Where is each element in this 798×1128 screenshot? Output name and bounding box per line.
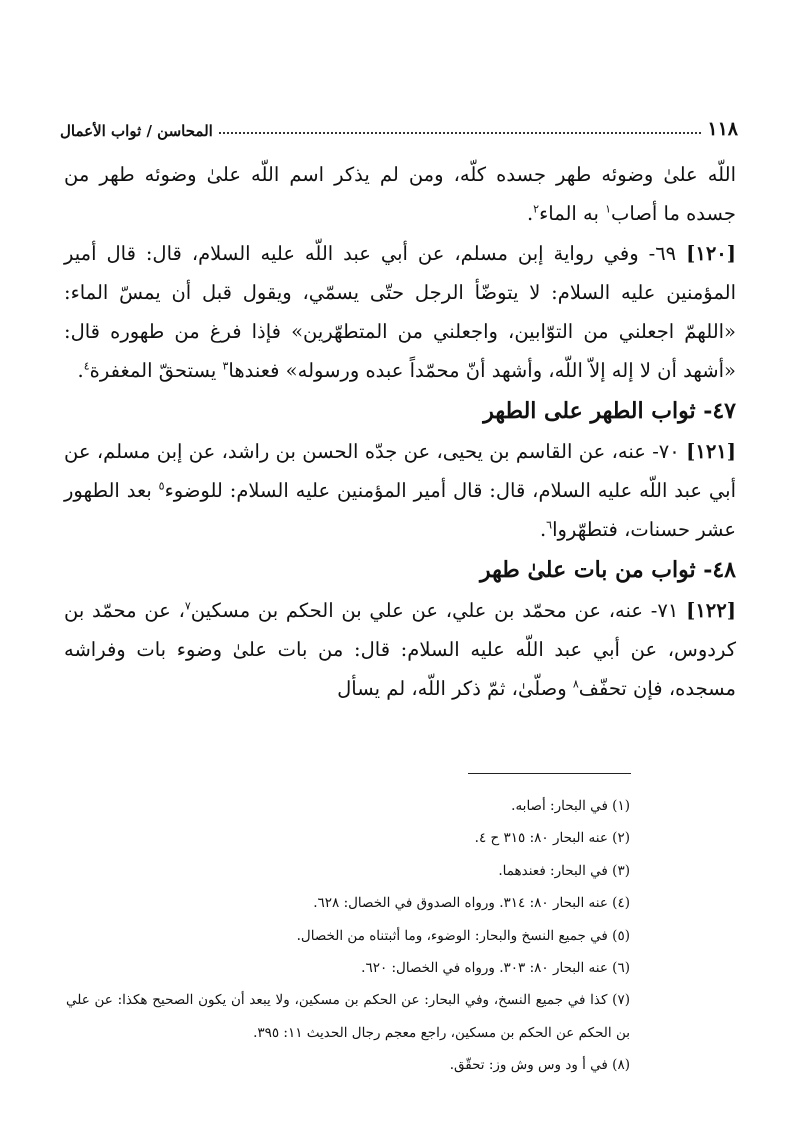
running-title: المحاسن / ثواب الأعمال bbox=[60, 122, 213, 140]
footnote-5: (٥) في جميع النسخ والبحار: الوضوء، وما أثبتناه من الخصال. bbox=[296, 927, 630, 944]
footnote-marker-1: ١ bbox=[605, 202, 612, 216]
footnote-marker-5: ٥ bbox=[158, 479, 165, 493]
hadith-number: [١٢١] bbox=[686, 439, 736, 463]
footnote-6: (٦) عنه البحار ٨٠: ٣٠٣. ورواه في الخصال: ٦٢٠. bbox=[361, 960, 630, 977]
footnotes bbox=[66, 790, 630, 1082]
footnote-marker-7: ٧ bbox=[184, 599, 191, 613]
footnote-3: (٣) في البحار: فعندهما. bbox=[498, 862, 630, 879]
footnote-2: (٢) عنه البحار ٨٠: ٣١٥ ح ٤. bbox=[474, 830, 630, 847]
section-heading-48: ٤٨- ثواب من بات علىٰ طهر bbox=[480, 556, 736, 583]
footnote-7: (٧) كذا في جميع النسخ، وفي البحار: عن الحكم بن مسكين، ولا يبعد أن يكون الصحيح هكذا: عن علي بن الحكم عن الحكم بن مسكين، راجع معجم رجال الحديث ١١: ٣٩٥. bbox=[66, 992, 631, 1041]
footnote-1: (١) في البحار: أصابه. bbox=[511, 798, 630, 814]
footnote-marker-4: ٤ bbox=[83, 359, 90, 373]
paragraph-continued: اللّه علىٰ وضوئه طهر جسده كلّه، ومن لم يذكر اسم اللّه علىٰ وضوئه طهر من جسده ما أصاب$^١$ به الماء$^٢$. bbox=[64, 163, 736, 226]
hadith-121: [١٢١] ٧٠- عنه، عن القاسم بن يحيى، عن جدّه الحسن بن راشد، عن إبن مسلم، عن أبي عبد اللّه عليه السلام، قال: قال أمير المؤمنين عليه السلام: للوضوء$^٥$ بعد الطهور عشر حسنات، فتطهّروا$^٦$. bbox=[64, 439, 736, 542]
footnote-marker-6: ٦ bbox=[546, 518, 553, 532]
footnote-marker-2: ٢ bbox=[533, 202, 540, 216]
footnote-separator bbox=[468, 773, 631, 774]
hadith-number: [١٢٠] bbox=[686, 241, 736, 265]
page-number: ١١٨ bbox=[707, 118, 738, 140]
hadith-120: [١٢٠] ٦٩- وفي رواية إبن مسلم، عن أبي عبد اللّه عليه السلام، قال: قال أمير المؤمنين عليه السلام: لا يتوضّأ الرجل حتّى يسمّي، ويقول قبل أن يمسّ الماء: «اللهمّ اجعلني من التوّابين، واجعلني من المتطهّرين» فإذا فرغ من طهوره قال: «أشهد أن لا إله إلاّ اللّه، وأشهد أنّ محمّداً عبده ورسوله» فعندها$^٣$ يستحقّ المغفرة$^٤$. bbox=[64, 241, 736, 383]
footnote-marker-8: ٨ bbox=[572, 677, 579, 691]
hadith-122: [١٢٢] ٧١- عنه، عن محمّد بن علي، عن علي بن الحكم بن مسكين$^٧$، عن محمّد بن كردوس، عن أبي عبد اللّه عليه السلام: قال: من بات علىٰ وضوء بات وفراشه مسجده، فإن تحفّف$^٨$ وصلّىٰ، ثمّ ذكر اللّه، لم يسأل bbox=[64, 598, 736, 701]
header-leader-dots bbox=[219, 132, 702, 134]
hadith-number: [١٢٢] bbox=[686, 598, 736, 622]
footnote-4: (٤) عنه البحار ٨٠: ٣١٤. ورواه الصدوق في الخصال: ٦٢٨. bbox=[313, 895, 630, 912]
footnote-marker-3: ٣ bbox=[222, 359, 229, 373]
section-heading-47: ٤٧- ثواب الطهر على الطهر bbox=[483, 397, 736, 424]
page-header bbox=[60, 112, 738, 140]
main-text bbox=[64, 155, 736, 709]
footnote-8: (٨) في أ ود وس وش وز: تحقّق. bbox=[449, 1057, 630, 1074]
